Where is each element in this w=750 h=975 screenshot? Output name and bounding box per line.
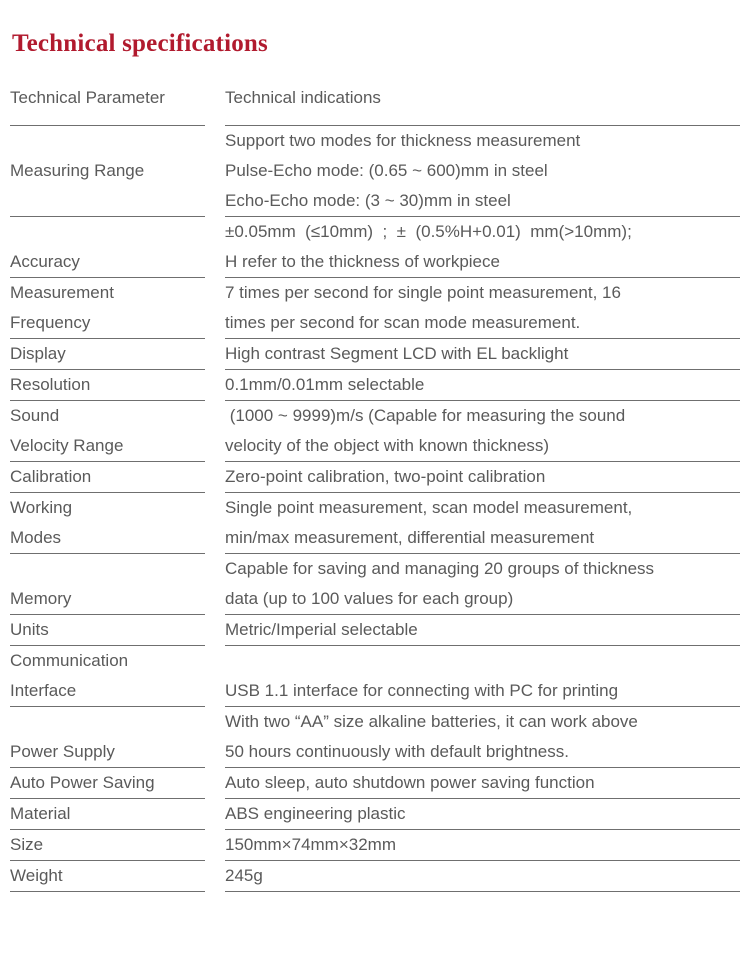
table-row — [10, 339, 740, 370]
value-cell — [225, 401, 740, 462]
value-text-line: Metric/Imperial selectable — [225, 620, 418, 639]
param-text-line: Working — [10, 498, 73, 517]
param-text-line: Communication — [10, 651, 129, 670]
value-cell — [225, 799, 740, 830]
value-text-line: Support two modes for thickness measurement — [225, 131, 581, 150]
value-text-line: Auto sleep, auto shutdown power saving function — [225, 773, 595, 792]
param-cell — [10, 861, 205, 892]
value-text-line: (1000 ~ 9999)m/s (Capable for measuring the sound — [225, 406, 626, 425]
param-text-line: Accuracy — [10, 252, 80, 271]
table-row — [10, 278, 740, 339]
value-text-line: Zero-point calibration, two-point calibration — [225, 467, 546, 486]
table-row — [10, 615, 740, 646]
table-row — [10, 401, 740, 462]
value-text-line: Capable for saving and managing 20 groups of thickness — [225, 559, 655, 578]
param-text-line: Size — [10, 835, 44, 854]
value-header-label: Technical indications — [225, 88, 381, 107]
value-cell — [225, 768, 740, 799]
value-cell — [225, 646, 740, 707]
value-text-line: min/max measurement, differential measurement — [225, 528, 595, 547]
param-cell — [10, 554, 205, 615]
value-cell — [225, 861, 740, 892]
param-cell — [10, 707, 205, 768]
param-cell — [10, 278, 205, 339]
param-text-line: Measuring Range — [10, 161, 145, 180]
param-text-line: Calibration — [10, 467, 92, 486]
value-text-line: 7 times per second for single point measurement, 16 — [225, 283, 621, 302]
param-text-line: Memory — [10, 589, 72, 608]
table-row — [10, 707, 740, 768]
value-text-line: data (up to 100 values for each group) — [225, 589, 514, 608]
spec-table — [10, 84, 740, 892]
value-cell — [225, 493, 740, 554]
table-row — [10, 554, 740, 615]
param-cell — [10, 615, 205, 646]
param-text-line: Display — [10, 344, 66, 363]
table-header-row — [10, 84, 740, 126]
param-text-line: Interface — [10, 681, 77, 700]
value-cell — [225, 370, 740, 401]
param-header-label: Technical Parameter — [10, 88, 165, 107]
param-cell — [10, 646, 205, 707]
value-cell — [225, 339, 740, 370]
param-text-line: Modes — [10, 528, 62, 547]
param-text-line: Frequency — [10, 313, 91, 332]
value-text-line: USB 1.1 interface for connecting with PC for printing — [225, 681, 619, 700]
value-cell — [225, 217, 740, 278]
param-text-line: Resolution — [10, 375, 91, 394]
value-cell — [225, 462, 740, 493]
param-cell — [10, 401, 205, 462]
table-row — [10, 861, 740, 892]
value-text-line: Echo-Echo mode: (3 ~ 30)mm in steel — [225, 191, 511, 210]
param-cell — [10, 493, 205, 554]
value-cell — [225, 278, 740, 339]
param-cell — [10, 217, 205, 278]
param-cell — [10, 830, 205, 861]
value-text-line: Pulse-Echo mode: (0.65 ~ 600)mm in steel — [225, 161, 548, 180]
value-text-line: velocity of the object with known thickness) — [225, 436, 550, 455]
page-title: Technical specifications — [12, 30, 268, 57]
param-text-line: Measurement — [10, 283, 114, 302]
value-text-line: times per second for scan mode measurement. — [225, 313, 581, 332]
param-cell — [10, 768, 205, 799]
value-text-line: 0.1mm/0.01mm selectable — [225, 375, 425, 394]
table-row — [10, 830, 740, 861]
param-cell — [10, 339, 205, 370]
table-row — [10, 217, 740, 278]
table-row — [10, 768, 740, 799]
param-text-line: Auto Power Saving — [10, 773, 155, 792]
value-text-line: High contrast Segment LCD with EL backlight — [225, 344, 569, 363]
param-header-cell — [10, 84, 205, 126]
value-text-line: With two “AA” size alkaline batteries, it can work above — [225, 712, 638, 731]
value-cell — [225, 707, 740, 768]
table-row — [10, 799, 740, 830]
value-text-line: 50 hours continuously with default brightness. — [225, 742, 569, 761]
value-text-line: 245g — [225, 866, 263, 885]
value-header-cell — [225, 84, 740, 126]
param-cell — [10, 126, 205, 217]
table-row — [10, 646, 740, 707]
spec-table-rows — [10, 126, 740, 892]
value-cell — [225, 554, 740, 615]
param-text-line: Velocity Range — [10, 436, 124, 455]
param-text-line: Units — [10, 620, 49, 639]
param-text-line: Sound — [10, 406, 60, 425]
param-text-line: Power Supply — [10, 742, 115, 761]
param-text-line: Weight — [10, 866, 63, 885]
value-text-line: Single point measurement, scan model measurement, — [225, 498, 633, 517]
param-text-line: Material — [10, 804, 71, 823]
table-row — [10, 462, 740, 493]
param-cell — [10, 370, 205, 401]
value-cell — [225, 126, 740, 217]
value-cell — [225, 615, 740, 646]
table-row — [10, 370, 740, 401]
table-row — [10, 493, 740, 554]
value-cell — [225, 830, 740, 861]
value-text-line: ABS engineering plastic — [225, 804, 406, 823]
param-cell — [10, 799, 205, 830]
value-text-line: ±0.05mm (≤10mm) ; ± (0.5%H+0.01) mm(>10mm); — [225, 222, 632, 241]
value-text-line: 150mm×74mm×32mm — [225, 835, 397, 854]
value-text-line: H refer to the thickness of workpiece — [225, 252, 500, 271]
table-row — [10, 126, 740, 217]
param-cell — [10, 462, 205, 493]
